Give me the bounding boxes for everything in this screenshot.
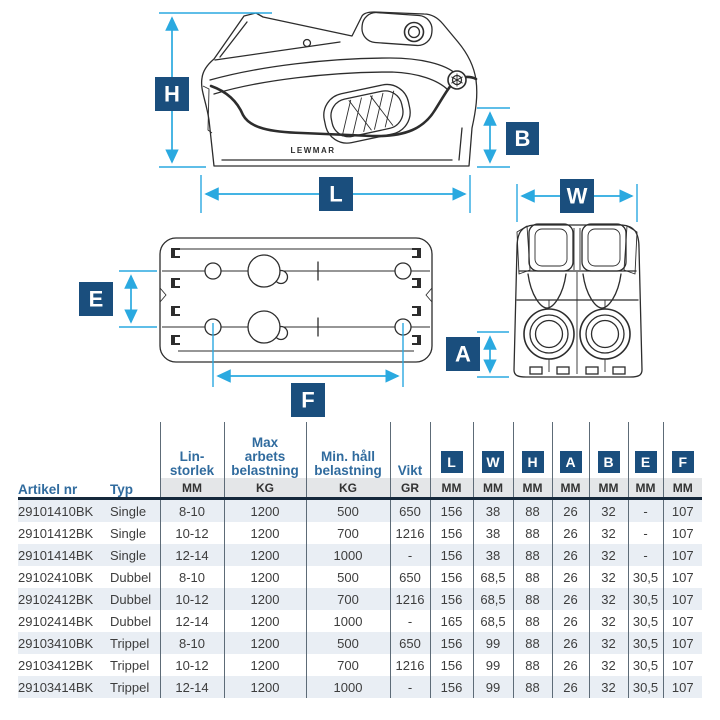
cell-L: 156 xyxy=(430,632,473,654)
table-row xyxy=(18,588,702,610)
cell-B: 32 xyxy=(589,588,628,610)
cell-B: 32 xyxy=(589,522,628,544)
column-header-L xyxy=(430,422,473,478)
cell-min: 700 xyxy=(306,522,390,544)
column-unit-max: KG xyxy=(224,478,306,499)
cell-typ: Dubbel xyxy=(110,591,152,607)
dimension-A xyxy=(446,332,509,377)
cell-typ: Single xyxy=(110,503,147,519)
cell-typ: Trippel xyxy=(110,679,150,695)
cell-E: 30,5 xyxy=(628,588,663,610)
cell-L: 156 xyxy=(430,499,473,523)
dimension-B xyxy=(477,108,539,167)
cell-min: 700 xyxy=(306,588,390,610)
dimension-E xyxy=(79,271,157,327)
column-header-max: Max arbets belastning xyxy=(224,422,306,478)
cell-typ: Trippel xyxy=(110,657,150,673)
cell-max: 1200 xyxy=(224,588,306,610)
cell-E: 30,5 xyxy=(628,654,663,676)
cell-H: 88 xyxy=(513,522,552,544)
column-badge-H: H xyxy=(522,451,544,473)
cell-artikel: 29102414BK xyxy=(18,613,94,629)
cell-E: - xyxy=(628,522,663,544)
cell-A: 26 xyxy=(552,654,589,676)
cell-min: 1000 xyxy=(306,544,390,566)
dimension-W xyxy=(517,179,637,222)
column-unit-vikt: GR xyxy=(390,478,430,499)
column-header-B xyxy=(589,422,628,478)
cell-typ: Dubbel xyxy=(110,569,152,585)
cell-vikt: 1216 xyxy=(390,654,430,676)
table-row xyxy=(18,499,702,523)
cell-max: 1200 xyxy=(224,544,306,566)
cell-lin: 10-12 xyxy=(160,654,224,676)
cell-B: 32 xyxy=(589,676,628,698)
cell-vikt: 1216 xyxy=(390,588,430,610)
column-header-artikel: Artikel nr xyxy=(18,422,110,499)
cell-F: 107 xyxy=(663,566,702,588)
column-badge-L: L xyxy=(441,451,463,473)
cell-lin: 12-14 xyxy=(160,544,224,566)
cell-F: 107 xyxy=(663,544,702,566)
cell-B: 32 xyxy=(589,610,628,632)
table-row xyxy=(18,610,702,632)
cell-max: 1200 xyxy=(224,566,306,588)
column-badge-W: W xyxy=(482,451,504,473)
cell-F: 107 xyxy=(663,632,702,654)
cell-vikt: 650 xyxy=(390,632,430,654)
cell-artikel: 29102412BK xyxy=(18,591,94,607)
cell-H: 88 xyxy=(513,588,552,610)
cell-B: 32 xyxy=(589,632,628,654)
column-unit-min: KG xyxy=(306,478,390,499)
cell-min: 500 xyxy=(306,499,390,523)
cell-E: 30,5 xyxy=(628,566,663,588)
cell-L: 156 xyxy=(430,522,473,544)
feet xyxy=(530,367,625,374)
dimension-F xyxy=(213,323,403,417)
cell-H: 88 xyxy=(513,566,552,588)
cell-artikel: 29103410BK xyxy=(18,635,94,651)
cell-typ: Single xyxy=(110,547,147,563)
cell-H: 88 xyxy=(513,499,552,523)
cell-F: 107 xyxy=(663,610,702,632)
dim-label-A: A xyxy=(455,341,471,367)
column-badge-B: B xyxy=(598,451,620,473)
cell-lin: 8-10 xyxy=(160,499,224,523)
column-unit-A: MM xyxy=(552,478,589,499)
dim-label-W: W xyxy=(566,183,588,209)
cell-lin: 10-12 xyxy=(160,522,224,544)
column-badge-A: A xyxy=(560,451,582,473)
cell-vikt: 650 xyxy=(390,566,430,588)
table-row xyxy=(18,676,702,698)
column-header-typ: Typ xyxy=(110,422,160,499)
column-header-min: Min. håll belastning xyxy=(306,422,390,478)
cell-W: 99 xyxy=(473,632,513,654)
cell-H: 88 xyxy=(513,676,552,698)
cell-H: 88 xyxy=(513,544,552,566)
cell-artikel: 29103414BK xyxy=(18,679,94,695)
cell-F: 107 xyxy=(663,588,702,610)
column-unit-L: MM xyxy=(430,478,473,499)
cell-A: 26 xyxy=(552,544,589,566)
dim-label-F: F xyxy=(301,387,315,413)
cell-vikt: 650 xyxy=(390,499,430,523)
cell-W: 38 xyxy=(473,544,513,566)
cell-L: 156 xyxy=(430,676,473,698)
cell-W: 68,5 xyxy=(473,566,513,588)
cell-L: 165 xyxy=(430,610,473,632)
cell-artikel: 29101410BK xyxy=(18,503,94,519)
cell-W: 68,5 xyxy=(473,610,513,632)
cell-E: 30,5 xyxy=(628,632,663,654)
cell-max: 1200 xyxy=(224,499,306,523)
column-header-A xyxy=(552,422,589,478)
cell-F: 107 xyxy=(663,654,702,676)
cell-L: 156 xyxy=(430,544,473,566)
cell-lin: 8-10 xyxy=(160,632,224,654)
cell-L: 156 xyxy=(430,588,473,610)
cell-B: 32 xyxy=(589,654,628,676)
dimension-H xyxy=(155,13,272,167)
cell-L: 156 xyxy=(430,654,473,676)
cell-B: 32 xyxy=(589,499,628,523)
cell-W: 99 xyxy=(473,654,513,676)
cell-A: 26 xyxy=(552,676,589,698)
cell-typ: Dubbel xyxy=(110,613,152,629)
cell-H: 88 xyxy=(513,632,552,654)
column-header-W xyxy=(473,422,513,478)
dimension-L xyxy=(201,175,470,213)
column-unit-lin: MM xyxy=(160,478,224,499)
cell-vikt: 1216 xyxy=(390,522,430,544)
cell-W: 68,5 xyxy=(473,588,513,610)
brand-text: LEWMAR xyxy=(290,146,336,155)
cell-E: 30,5 xyxy=(628,676,663,698)
dim-label-B: B xyxy=(514,126,531,151)
cell-F: 107 xyxy=(663,499,702,523)
cell-max: 1200 xyxy=(224,522,306,544)
cell-A: 26 xyxy=(552,499,589,523)
column-header-E xyxy=(628,422,663,478)
column-badge-F: F xyxy=(672,451,694,473)
column-unit-W: MM xyxy=(473,478,513,499)
table-row xyxy=(18,544,702,566)
cell-W: 99 xyxy=(473,676,513,698)
dim-label-H: H xyxy=(164,81,180,107)
cell-B: 32 xyxy=(589,544,628,566)
dim-label-E: E xyxy=(88,286,104,312)
clutch-front-view xyxy=(514,224,642,377)
cell-H: 88 xyxy=(513,610,552,632)
cell-vikt: - xyxy=(390,544,430,566)
cell-A: 26 xyxy=(552,632,589,654)
table-row xyxy=(18,522,702,544)
cell-min: 1000 xyxy=(306,676,390,698)
cell-A: 26 xyxy=(552,522,589,544)
mounting-row-top xyxy=(162,255,430,287)
spec-table-header xyxy=(18,422,702,499)
cell-vikt: - xyxy=(390,610,430,632)
spec-table-body xyxy=(18,499,702,699)
cell-A: 26 xyxy=(552,566,589,588)
column-header-H xyxy=(513,422,552,478)
column-header-vikt: Vikt xyxy=(390,422,430,478)
cell-lin: 10-12 xyxy=(160,588,224,610)
cell-E: - xyxy=(628,544,663,566)
cell-min: 500 xyxy=(306,566,390,588)
cell-min: 500 xyxy=(306,632,390,654)
clutch-side-view xyxy=(202,12,477,166)
cell-H: 88 xyxy=(513,654,552,676)
hatched-window xyxy=(320,80,415,147)
cell-W: 38 xyxy=(473,522,513,544)
cell-artikel: 29103412BK xyxy=(18,657,94,673)
cell-W: 38 xyxy=(473,499,513,523)
spec-table xyxy=(18,422,702,698)
top-fastener-circle xyxy=(405,23,424,42)
column-unit-F: MM xyxy=(663,478,702,499)
cell-F: 107 xyxy=(663,522,702,544)
cell-min: 700 xyxy=(306,654,390,676)
column-unit-E: MM xyxy=(628,478,663,499)
cell-artikel: 29102410BK xyxy=(18,569,94,585)
cell-max: 1200 xyxy=(224,632,306,654)
cell-lin: 8-10 xyxy=(160,566,224,588)
cell-A: 26 xyxy=(552,588,589,610)
table-row xyxy=(18,632,702,654)
cell-E: 30,5 xyxy=(628,610,663,632)
cell-min: 1000 xyxy=(306,610,390,632)
cell-max: 1200 xyxy=(224,610,306,632)
column-header-F xyxy=(663,422,702,478)
cell-lin: 12-14 xyxy=(160,610,224,632)
cell-E: - xyxy=(628,499,663,523)
cell-typ: Trippel xyxy=(110,635,150,651)
table-row xyxy=(18,654,702,676)
clutch-bottom-view xyxy=(160,238,432,362)
cell-L: 156 xyxy=(430,566,473,588)
column-unit-B: MM xyxy=(589,478,628,499)
cell-max: 1200 xyxy=(224,654,306,676)
cell-F: 107 xyxy=(663,676,702,698)
dim-label-L: L xyxy=(329,181,343,207)
cell-typ: Single xyxy=(110,525,147,541)
screw-icon xyxy=(448,71,466,89)
column-unit-H: MM xyxy=(513,478,552,499)
column-badge-E: E xyxy=(635,451,657,473)
cell-vikt: - xyxy=(390,676,430,698)
cell-max: 1200 xyxy=(224,676,306,698)
cell-artikel: 29101412BK xyxy=(18,525,94,541)
column-header-lin: Lin- storlek xyxy=(160,422,224,478)
pin-hole xyxy=(304,40,311,47)
mounting-row-bottom xyxy=(162,311,430,343)
table-row xyxy=(18,566,702,588)
cell-lin: 12-14 xyxy=(160,676,224,698)
cell-A: 26 xyxy=(552,610,589,632)
cell-artikel: 29101414BK xyxy=(18,547,94,563)
cell-B: 32 xyxy=(589,566,628,588)
